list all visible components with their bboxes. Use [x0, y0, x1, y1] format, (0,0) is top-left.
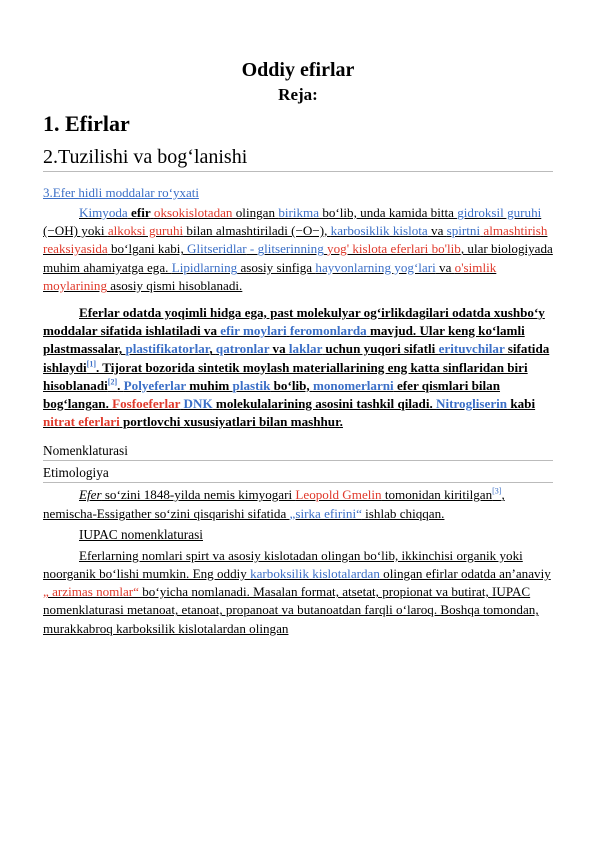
text: kabi	[507, 396, 536, 412]
text: , nemischa-Essigather so‘zini qisqarishi sifatida	[43, 487, 505, 521]
document-page	[43, 58, 553, 638]
text: efer qismlari bilan bog‘langan.	[43, 377, 501, 412]
text: .	[117, 377, 124, 393]
link-nitrogliserin[interactable]: Nitrogliserin	[436, 396, 508, 412]
text: sifatida ishlaydi	[43, 341, 550, 375]
link-plastifikatorlar[interactable]: plastifikatorlar	[125, 341, 210, 357]
link-birikma[interactable]: birikma	[278, 205, 320, 220]
section-nomenklaturasi: Nomenklaturasi	[43, 442, 553, 461]
link-feromonlarda[interactable]: feromonlarda	[289, 323, 367, 339]
link-qatronlar[interactable]: qatronlar	[215, 341, 270, 357]
text: portlovchi xususiyatlari bilan mashhur.	[119, 414, 343, 430]
link-karboksilik-kislotalardan[interactable]: karboksilik kislotalardan	[250, 566, 380, 582]
text: tomonidan kiritilgan	[381, 487, 493, 503]
text: va	[427, 223, 447, 239]
paragraph-etimologiya	[43, 486, 553, 522]
link-oksokislotadan[interactable]: oksokislotadan	[153, 205, 233, 220]
link-monomerlarni[interactable]: monomerlarni	[312, 377, 394, 393]
section-iupac: IUPAC nomenklaturasi	[79, 526, 203, 542]
link-spirtni[interactable]: spirtni	[446, 223, 481, 239]
link-leopold-gmelin[interactable]: Leopold Gmelin	[295, 487, 382, 503]
text: olingan	[232, 205, 279, 220]
text: asosiy qismi hisoblanadi.	[107, 277, 243, 293]
text: uchun yuqori sifatli	[322, 341, 439, 357]
link-sirka-efirini[interactable]: „sirka efirini“	[289, 505, 362, 521]
link-kimyoda[interactable]: Kimyoda	[79, 205, 128, 220]
text: asosiy sinfiga	[237, 259, 316, 275]
document-subtitle: Reja:	[278, 85, 318, 104]
link-arzimas-nomlar[interactable]: „ arzimas nomlar“	[43, 584, 139, 600]
text: bo‘lib, unda kamida bitta	[319, 205, 458, 220]
term-efir: efir	[131, 205, 151, 220]
text: -	[246, 241, 258, 257]
text: so‘zini 1848-yilda nemis kimyogari	[101, 487, 296, 503]
link-alkoksi-guruhi[interactable]: alkoksi guruhi	[107, 223, 184, 239]
link-osimlik-moylarining[interactable]: o'simlik moylarining	[43, 259, 497, 293]
link-yog-kislota-eferlari[interactable]: yog' kislota eferlari bo'lib	[327, 241, 461, 257]
heading-tuzilishi: 2.Tuzilishi va bog‘lanishi	[43, 144, 553, 172]
footnote-ref-1[interactable]: [1]	[86, 359, 96, 369]
text: (−OH) yoki	[43, 223, 108, 239]
footnote-ref-2[interactable]: [2]	[107, 377, 118, 387]
link-gidroksil-guruhi[interactable]: gidroksil guruhi	[457, 205, 542, 220]
text: ishlab chiqqan.	[361, 505, 445, 521]
heading-efirlar: 1. Efirlar	[43, 111, 130, 136]
footnote-ref-3[interactable]: [3]	[492, 487, 502, 497]
link-dnk[interactable]: DNK	[183, 396, 213, 412]
link-hayvonlarning-yoglari[interactable]: hayvonlarning yog‘lari	[315, 259, 436, 275]
link-fosfoeferlar[interactable]: Fosfoeferlar	[112, 396, 181, 412]
link-erituvchilar[interactable]: erituvchilar	[438, 341, 505, 357]
text: va	[435, 259, 455, 275]
paragraph-iupac	[43, 547, 553, 638]
text: bilan almashtiriladi (−O−),	[183, 223, 331, 239]
link-polyeferlar[interactable]: Polyeferlar	[123, 377, 186, 393]
text: va	[269, 341, 289, 357]
link-lipidlarning[interactable]: Lipidlarning	[171, 259, 238, 275]
link-almashtirish-reaksiyasida[interactable]: almashtirish reaksiyasida	[43, 223, 548, 257]
text: olingan efirlar odatda an’anaviy	[379, 566, 551, 582]
link-efir-moylari[interactable]: efir moylari	[220, 323, 287, 339]
section-etimologiya: Etimologiya	[43, 464, 553, 483]
document-title: Oddiy efirlar	[241, 59, 355, 81]
text: mavjud. Ular keng ko‘lamli plastmassalar,	[43, 323, 525, 357]
link-glitseridlar[interactable]: Glitseridlar	[187, 241, 247, 257]
text: Eferlar odatda yoqimli hidga ega, past molekulyar og‘irlikdagilari odatda xushbo‘y moddalar sifatida ishlatiladi va	[43, 305, 545, 339]
link-nitrat-eferlari[interactable]: nitrat eferlari	[43, 414, 120, 430]
text: molekulalarining asosini tashkil qiladi.	[212, 396, 437, 412]
link-glitserinning[interactable]: glitserinning	[257, 241, 324, 257]
text: , ular biologiyada muhim ahamiyatga ega.	[43, 241, 553, 275]
link-laklar[interactable]: laklar	[288, 341, 323, 357]
text: bo‘yicha nomlanadi. Masalan format, atsetat, propionat va butirat, IUPAC nomenklaturasi metanoat, etanoat, propanoat va butanoatdan farqli o‘laroq. Boshqa tomondan, murakkabroq karboksilik kislotalardan olingan	[43, 584, 539, 636]
text: muhim	[185, 377, 233, 393]
text: Eferlarning nomlari spirt va asosiy kislotadan olingan bo‘lib, ikkinchisi organik yoki noorganik bo‘lishi mumkin. Eng oddiy	[43, 547, 523, 582]
link-plastik[interactable]: plastik	[232, 377, 271, 393]
link-karbosiklik-kislota[interactable]: karbosiklik kislota	[330, 223, 428, 239]
paragraph-kimyoda	[43, 204, 553, 295]
term-efer: Efer	[79, 487, 102, 503]
text: bo‘lib,	[270, 377, 313, 393]
text: . Tijorat bozorida sintetik moylash materiallarining eng katta sinflaridan biri hisoblanadi	[43, 359, 528, 393]
text: bo‘lgani kabi,	[107, 241, 187, 257]
link-heading-efer-hidli[interactable]: 3.Efer hidli moddalar ro‘yxati	[43, 185, 199, 200]
text: ,	[209, 341, 216, 357]
paragraph-eferlar	[43, 304, 553, 431]
